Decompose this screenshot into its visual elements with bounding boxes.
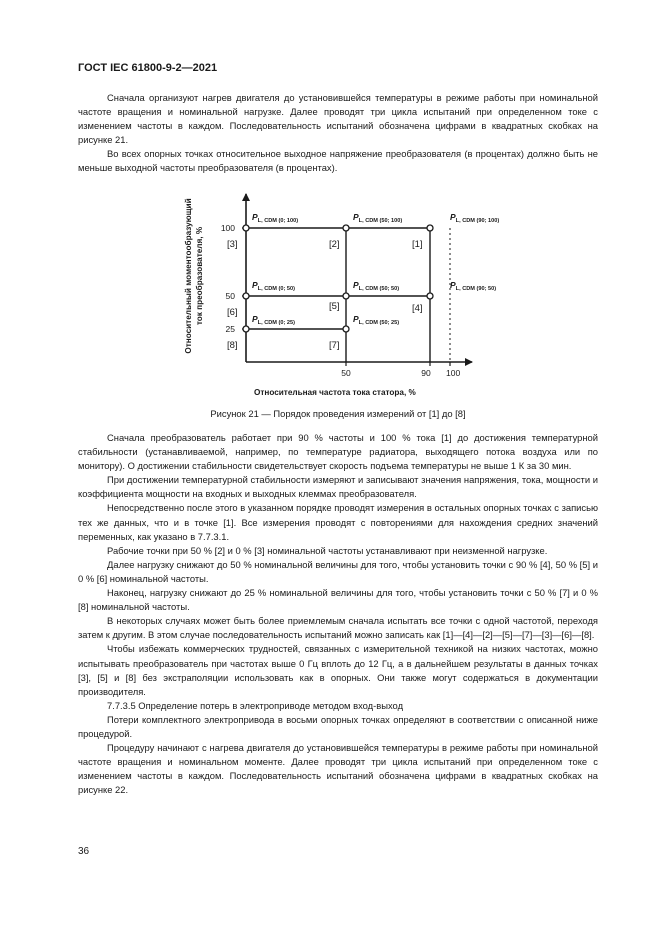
measurement-point bbox=[343, 326, 349, 332]
y-tick-label: 100 bbox=[220, 223, 235, 233]
region-label: [6] bbox=[227, 307, 238, 318]
measurement-point bbox=[243, 225, 249, 231]
paragraph: Во всех опорных точках относительное выходное напряжение преобразователя (в процентах) должно быть не меньше выходной частоты преобразователя (в процентах). bbox=[78, 148, 598, 174]
y-tick-label: 50 bbox=[225, 291, 235, 301]
point-label: PL, CDM (0; 50) bbox=[252, 280, 295, 292]
measurement-point bbox=[427, 225, 433, 231]
section-heading: 7.7.3.5 Определение потерь в электроприводе методом вход-выход bbox=[107, 699, 404, 711]
measurement-point bbox=[427, 293, 433, 299]
paragraph: Процедуру начинают с нагрева двигателя до установившейся температуры в режиме работы при номинальной частоте вращения и номинальном моменте. Далее проводят три цикла испытаний при определенном токе с изменением частоты в каждом. Последовательность испытаний обозначена цифрами в квадратных скобках на рисунке 22. bbox=[78, 742, 598, 796]
document-header: ГОСТ IEC 61800-9-2—2021 bbox=[78, 62, 218, 74]
point-label: PL, CDM (90; 100) bbox=[450, 212, 500, 224]
x-tick-label: 100 bbox=[446, 368, 461, 378]
point-label: PL, CDM (0; 100) bbox=[252, 212, 299, 224]
figure-21 bbox=[178, 186, 500, 402]
region-label: [7] bbox=[329, 340, 340, 351]
paragraph: Чтобы избежать коммерческих трудностей, связанных с измерительной техникой на низких частотах, можно испытывать преобразователь при частотах выше 0 Гц вплоть до 12 Гц, а в дальнейшем результаты в данных точках [3], [5] и [8] без экстраполяции использовать как в опорных. Они также могут содержаться в документации производителя. bbox=[78, 643, 598, 697]
y-axis-label: Относительный моментообразующий bbox=[184, 198, 193, 354]
point-label: PL, CDM (50; 25) bbox=[353, 314, 400, 326]
page-number: 36 bbox=[78, 846, 90, 857]
measurement-point bbox=[243, 326, 249, 332]
paragraph: Сначала преобразователь работает при 90 % частоты и 100 % тока [1] до достижения температурной стабильности (устанавливаемой, например, по температуре радиатора, выходящего потока воздуха или по монитору). О достижении стабильности свидетельствует скорость подъема температуры не выше 1 К за 30 мин. bbox=[78, 432, 598, 472]
x-tick-label: 90 bbox=[421, 368, 431, 378]
measurement-point bbox=[343, 225, 349, 231]
region-label: [2] bbox=[329, 239, 340, 250]
point-label: PL, CDM (0; 25) bbox=[252, 314, 295, 326]
region-label: [8] bbox=[227, 340, 238, 351]
region-label: [4] bbox=[412, 303, 423, 314]
text-block-top bbox=[78, 91, 598, 176]
region-label: [1] bbox=[412, 239, 423, 250]
paragraph: Сначала организуют нагрев двигателя до установившейся температуры в режиме работы при номинальной частоте вращения и номинальной нагрузке. Далее проводят три цикла испытаний при определенном токе с изменением частоты в каждом. Последовательность испытаний обозначена цифрами в квадратных скобках на рисунке 21. bbox=[78, 92, 598, 146]
text-block-bottom bbox=[78, 431, 598, 797]
x-axis-label: Относительная частота тока статора, % bbox=[254, 388, 416, 397]
measurement-point bbox=[243, 293, 249, 299]
point-label: PL, CDM (90; 50) bbox=[450, 280, 497, 292]
point-label: PL, CDM (50; 50) bbox=[353, 280, 400, 292]
region-label: [5] bbox=[329, 301, 340, 312]
y-axis-label: ток преобразователя, % bbox=[195, 226, 204, 326]
paragraph: Далее нагрузку снижают до 50 % номинальной величины для того, чтобы установить точки с 90 % [4], 50 % [5] и 0 % [6] номинальной частоты. bbox=[78, 558, 598, 584]
paragraph: Наконец, нагрузку снижают до 25 % номинальной величины для того, чтобы установить точки с 50 % [7] и 0 % [8] номинальной частоты. bbox=[78, 587, 598, 613]
figure-diagram bbox=[178, 186, 500, 402]
figure-caption: Рисунок 21 — Порядок проведения измерений от [1] до [8] bbox=[210, 408, 466, 419]
paragraph: Потери комплектного электропривода в восьми опорных точках определяют в соответствии с описанной ниже процедурой. bbox=[78, 713, 598, 739]
y-tick-label: 25 bbox=[225, 324, 235, 334]
paragraph: В некоторых случаях может быть более приемлемым сначала испытать все точки с одной частотой, переходя затем к другим. В этом случае последовательность испытаний можно записать как [1]—[4]—[2]—[5]—[7]—[3]—[6]—[8]. bbox=[78, 615, 598, 641]
x-tick-label: 50 bbox=[341, 368, 351, 378]
paragraph: Рабочие точки при 50 % [2] и 0 % [3] номинальной частоты устанавливают при неизменной нагрузке. bbox=[107, 544, 548, 556]
point-label: PL, CDM (50; 100) bbox=[353, 212, 403, 224]
region-label: [3] bbox=[227, 239, 238, 250]
paragraph: Непосредственно после этого в указанном порядке проводят измерения в остальных опорных точках с записью тех же данных, что и в точке [1]. Все измерения проводят с повторениями для нахождения средних значений переменных, как указано в 7.7.3.1. bbox=[78, 502, 598, 542]
measurement-point bbox=[343, 293, 349, 299]
paragraph: При достижении температурной стабильности измеряют и записывают значения напряжения, тока, мощности и коэффициента мощности на входных и выходных клеммах преобразователя. bbox=[78, 474, 598, 500]
